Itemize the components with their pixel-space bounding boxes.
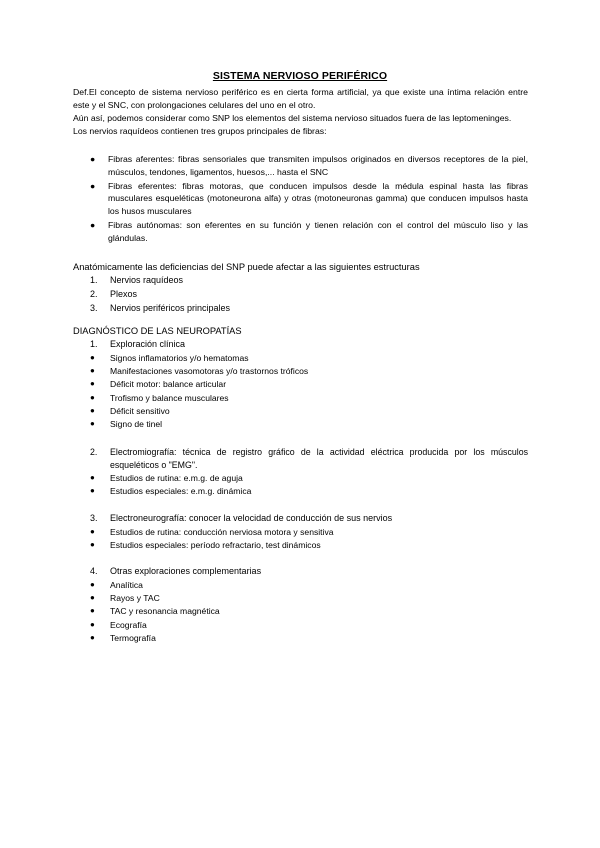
bullet-icon: ●	[90, 219, 96, 230]
list-item: ● Rayos y TAC	[90, 593, 160, 604]
list-item: ● Estudios de rutina: e.m.g. de aguja	[90, 473, 243, 484]
fibras-intro: Los nervios raquídeos contienen tres grupos principales de fibras:	[73, 125, 327, 136]
page-title: SISTEMA NERVIOSO PERIFÉRICO	[212, 70, 388, 82]
list-item: ● Fibras aferentes: fibras sensoriales que transmiten impulsos originados en diversos receptores de la piel, músculos, tendones, ligamentos, huesos,... hasta el SNC	[90, 154, 528, 177]
bullet-icon: ●	[90, 366, 95, 376]
bullet-icon: ●	[90, 486, 95, 496]
diagnostico-heading: DIAGNÓSTICO DE LAS NEUROPATÍAS	[73, 326, 242, 336]
section-title: 4. Otras exploraciones complementarias	[90, 566, 262, 576]
bullet-icon: ●	[90, 379, 95, 389]
section-1	[88, 339, 528, 432]
bullet-icon: ●	[90, 619, 95, 629]
list-item: ● Déficit sensitivo	[90, 405, 170, 416]
section-2	[88, 446, 528, 500]
bullet-icon: ●	[90, 527, 95, 536]
bullet-icon: ●	[90, 154, 96, 164]
section-title: 3. Electroneurografía: conocer la velocidad de conducción de sus nervios	[90, 513, 393, 523]
fibras-list	[88, 153, 528, 245]
list-item: ● Estudios de rutina: conducción nerviosa motora y sensitiva	[90, 527, 334, 537]
section-title: 1. Exploración clínica	[90, 339, 186, 349]
list-item: ● Ecografía	[90, 619, 147, 630]
list-item: ● Signo de tinel	[90, 418, 163, 429]
list-item: 3. Nervios periféricos principales	[90, 303, 231, 313]
list-item: ● Déficit motor: balance articular	[90, 379, 227, 390]
list-item: ● Trofismo y balance musculares	[90, 392, 229, 403]
bullet-icon: ●	[90, 392, 95, 402]
list-item: ● Estudios especiales: e.m.g. dinámica	[90, 486, 252, 497]
section-3	[88, 513, 528, 553]
list-item: ● Manifestaciones vasomotoras y/o trastornos tróficos	[90, 366, 309, 377]
list-item: ● Fibras autónomas: son eferentes en su función y tienen relación con el control del músculo liso y las glándulas.	[90, 219, 528, 243]
bullet-icon: ●	[90, 473, 95, 483]
bullet-icon: ●	[90, 593, 95, 603]
bullet-icon: ●	[90, 540, 95, 550]
list-item: 1. Nervios raquídeos	[90, 275, 184, 285]
section-4	[88, 566, 528, 646]
intro-section	[73, 86, 528, 138]
bullet-icon: ●	[90, 180, 96, 191]
section-title: 2. Electromiografía: técnica de registro gráfico de la actividad eléctrica producida por los músculos esqueléticos o "EMG".	[90, 447, 528, 470]
list-item: ● Fibras eferentes: fibras motoras, que conducen impulsos desde la médula espinal hasta las fibras musculares esqueléticas (motoneurona alfa) y otras (motoneuronas gamma) que conducen impulsos hasta los husos musculares	[90, 180, 528, 217]
snp-paragraph: Aún así, podemos considerar como SNP los elementos del sistema nervioso situados fuera de las leptomeninges.	[73, 112, 512, 123]
list-item: ● TAC y resonancia magnética	[90, 606, 220, 617]
anatomia-list	[88, 275, 528, 317]
list-item: ● Estudios especiales: período refractario, test dinámicos	[90, 540, 321, 551]
bullet-icon: ●	[90, 405, 95, 415]
bullet-icon: ●	[90, 606, 95, 616]
anatomia-intro: Anatómicamente las deficiencias del SNP puede afectar a las siguientes estructuras	[73, 262, 420, 272]
list-item: ● Signos inflamatorios y/o hematomas	[90, 353, 249, 363]
list-item: ● Analítica	[90, 580, 143, 590]
list-item: ● Termografía	[90, 632, 156, 643]
definition-paragraph: Def.El concepto de sistema nervioso periférico es en cierta forma artificial, ya que existe una íntima relación entre este y el SNC, con prolongaciones celulares del uno en el otro.	[73, 87, 528, 110]
list-item: 2. Plexos	[90, 289, 138, 299]
bullet-icon: ●	[90, 353, 95, 362]
bullet-icon: ●	[90, 632, 95, 642]
bullet-icon: ●	[90, 418, 95, 428]
bullet-icon: ●	[90, 580, 95, 589]
